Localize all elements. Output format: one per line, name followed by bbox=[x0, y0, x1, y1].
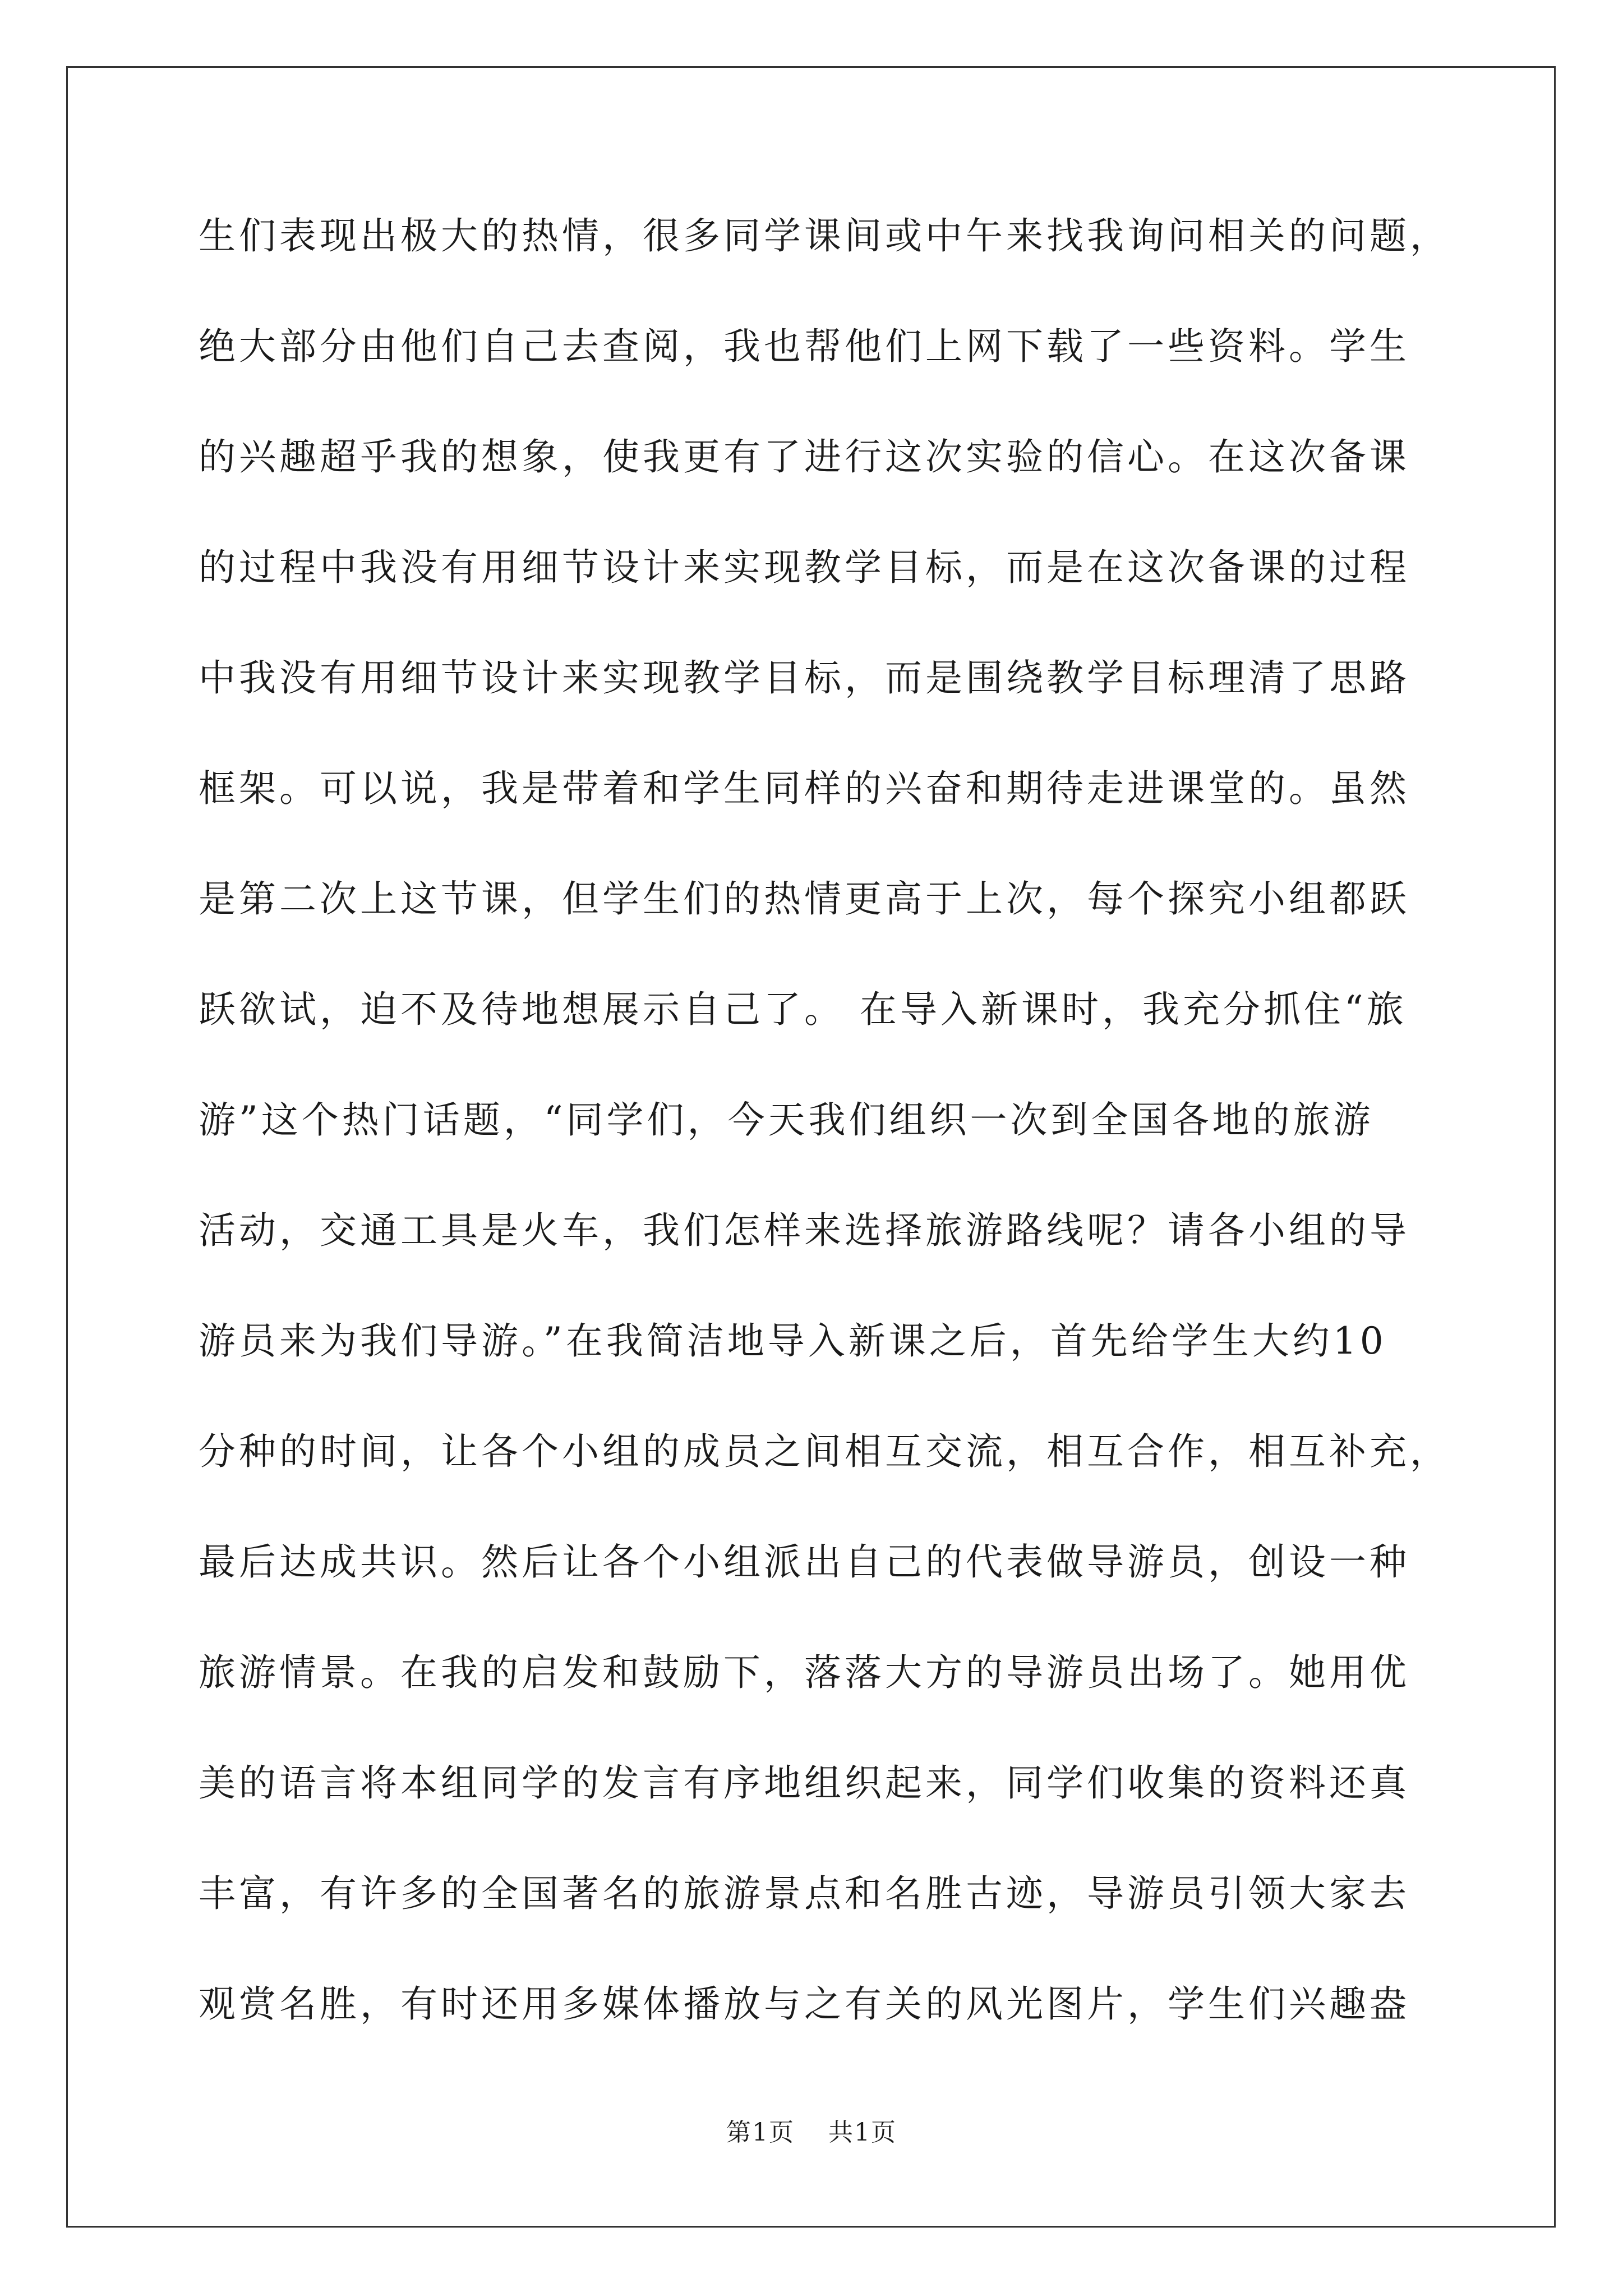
body-line: 游员来为我们导游。”在我简洁地导入新课之后，首先给学生大约10 bbox=[199, 1319, 1387, 1363]
body-line: 生们表现出极大的热情，很多同学课间或中午来找我询问相关的问题， bbox=[199, 214, 1450, 257]
body-line: 最后达成共识。然后让各个小组派出自己的代表做导游员，创设一种 bbox=[199, 1540, 1410, 1584]
total-pages: 共1页 bbox=[828, 2118, 897, 2147]
body-line: 分种的时间，让各个小组的成员之间相互交流，相互合作，相互补充， bbox=[199, 1430, 1450, 1473]
body-line: 观赏名胜，有时还用多媒体播放与之有关的风光图片，学生们兴趣盎 bbox=[199, 1982, 1410, 2026]
document-body bbox=[199, 199, 1450, 2078]
body-line: 是第二次上这节课，但学生们的热情更高于上次，每个探究小组都跃 bbox=[199, 877, 1410, 921]
body-line: 活动，交通工具是火车，我们怎样来选择旅游路线呢？请各小组的导 bbox=[199, 1209, 1410, 1252]
body-line: 中我没有用细节设计来实现教学目标，而是围绕教学目标理清了思路 bbox=[199, 656, 1410, 700]
page-footer bbox=[0, 2116, 1623, 2150]
body-line: 框架。可以说，我是带着和学生同样的兴奋和期待走进课堂的。虽然 bbox=[199, 767, 1410, 810]
body-line: 的过程中我没有用细节设计来实现教学目标，而是在这次备课的过程 bbox=[199, 546, 1410, 589]
body-line: 的兴趣超乎我的想象，使我更有了进行这次实验的信心。在这次备课 bbox=[199, 435, 1410, 478]
body-line: 丰富，有许多的全国著名的旅游景点和名胜古迹，导游员引领大家去 bbox=[199, 1872, 1410, 1915]
body-line: 跃欲试，迫不及待地想展示自己了。 在导入新课时，我充分抓住“旅 bbox=[199, 988, 1407, 1031]
body-line: 绝大部分由他们自己去查阅，我也帮他们上网下载了一些资料。学生 bbox=[199, 325, 1410, 368]
body-line: 美的语言将本组同学的发言有序地组织起来，同学们收集的资料还真 bbox=[199, 1761, 1410, 1805]
body-line: 旅游情景。在我的启发和鼓励下，落落大方的导游员出场了。她用优 bbox=[199, 1651, 1410, 1694]
body-line: 游”这个热门话题，“同学们，今天我们组织一次到全国各地的旅游 bbox=[199, 1098, 1374, 1142]
page-number: 第1页 bbox=[726, 2118, 795, 2147]
